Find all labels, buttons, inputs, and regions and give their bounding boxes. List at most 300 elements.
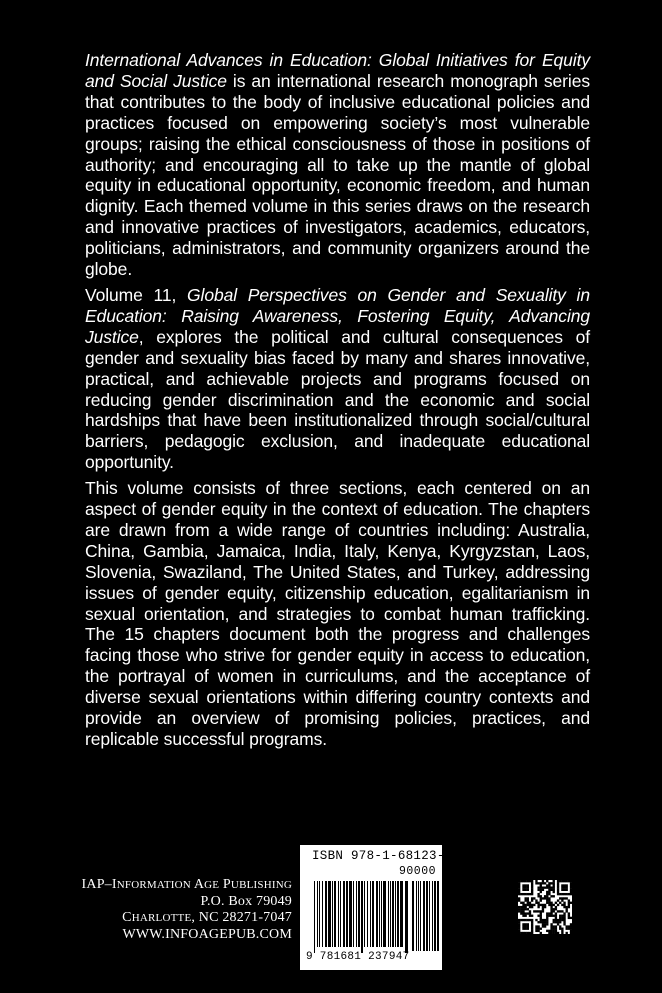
qr-cell — [555, 915, 557, 917]
qr-cell — [529, 915, 531, 917]
qr-cell — [553, 910, 555, 912]
qr-cell — [568, 906, 570, 908]
qr-cell — [570, 891, 572, 893]
qr-cell — [544, 921, 546, 923]
qr-cell — [531, 921, 533, 923]
qr-cell — [548, 899, 550, 901]
qr-cell — [537, 910, 539, 912]
qr-cell — [529, 902, 531, 904]
qr-cell — [561, 915, 563, 917]
qr-cell — [522, 912, 524, 914]
qr-cell — [555, 902, 557, 904]
addon-bar — [426, 881, 428, 951]
qr-cell — [524, 906, 526, 908]
qr-code — [518, 880, 572, 934]
qr-cell — [548, 930, 550, 932]
qr-cell — [540, 919, 542, 921]
qr-cell — [548, 915, 550, 917]
qr-cell — [561, 886, 563, 888]
qr-cell — [531, 899, 533, 901]
qr-cell — [563, 880, 565, 882]
qr-cell — [524, 919, 526, 921]
qr-cell — [555, 917, 557, 919]
qr-cell — [533, 904, 535, 906]
addon-bar — [412, 881, 414, 951]
qr-cell — [535, 880, 537, 882]
qr-cell — [561, 928, 563, 930]
qr-cell — [553, 886, 555, 888]
qr-cell — [557, 882, 559, 884]
qr-cell — [570, 882, 572, 884]
qr-cell — [557, 889, 559, 891]
qr-cell — [553, 880, 555, 882]
barcode-bar — [405, 881, 408, 953]
qr-cell — [542, 906, 544, 908]
barcode-bar — [317, 881, 318, 947]
qr-cell — [531, 880, 533, 882]
barcode-bar — [397, 881, 399, 947]
qr-cell — [550, 908, 552, 910]
qr-cell — [518, 928, 520, 930]
isbn-barcode — [300, 845, 484, 970]
barcode-bar — [392, 881, 394, 947]
qr-cell — [531, 889, 533, 891]
qr-cell — [527, 932, 529, 934]
qr-cell — [566, 884, 568, 886]
qr-cell — [546, 930, 548, 932]
barcode-bar — [334, 881, 336, 947]
qr-cell — [557, 899, 559, 901]
qr-cell — [531, 930, 533, 932]
addon-bar — [418, 881, 419, 951]
qr-cell — [537, 928, 539, 930]
qr-cell — [527, 893, 529, 895]
qr-cell — [563, 886, 565, 888]
qr-cell — [540, 891, 542, 893]
qr-cell — [527, 925, 529, 927]
addon-bar — [437, 881, 439, 951]
qr-cell — [568, 899, 570, 901]
qr-cell — [522, 889, 524, 891]
barcode-bar — [390, 881, 391, 947]
qr-cell — [568, 915, 570, 917]
qr-cell — [529, 880, 531, 882]
qr-cell — [561, 919, 563, 921]
qr-cell — [563, 921, 565, 923]
qr-cell — [542, 921, 544, 923]
qr-cell — [570, 893, 572, 895]
qr-cell — [570, 889, 572, 891]
barcode-bar — [400, 881, 403, 947]
back-cover-description — [85, 50, 590, 755]
qr-cell — [527, 923, 529, 925]
qr-cell — [531, 897, 533, 899]
qr-cell — [546, 893, 548, 895]
qr-cell — [518, 910, 520, 912]
qr-cell — [529, 893, 531, 895]
qr-cell — [548, 889, 550, 891]
volume-description-text: , explores the political and cultural consequences of gender and sexuality bias faced by many and shares innovative, practical, and achievable projects and programs focused on reducing gender discrimination and the economic and social hardships that have been institutionalized through social/cultural barriers, pedagogic exclusion, and inadequate educational opportunity. — [85, 326, 590, 473]
qr-cell — [522, 919, 524, 921]
qr-cell — [548, 897, 550, 899]
qr-cell — [570, 928, 572, 930]
barcode-bar — [328, 881, 331, 947]
qr-cell — [518, 899, 520, 901]
qr-cell — [570, 884, 572, 886]
qr-cell — [542, 925, 544, 927]
qr-cell — [568, 912, 570, 914]
qr-cell — [527, 912, 529, 914]
qr-cell — [537, 889, 539, 891]
qr-cell — [518, 932, 520, 934]
qr-cell — [537, 915, 539, 917]
barcode-bar — [340, 881, 341, 947]
qr-cell — [524, 908, 526, 910]
qr-cell — [540, 904, 542, 906]
qr-cell — [540, 910, 542, 912]
qr-cell — [546, 921, 548, 923]
addon-bar — [420, 881, 421, 951]
qr-cell — [563, 923, 565, 925]
qr-cell — [529, 919, 531, 921]
qr-cell — [544, 895, 546, 897]
qr-cell — [548, 884, 550, 886]
qr-cell — [522, 928, 524, 930]
qr-cell — [544, 897, 546, 899]
qr-cell — [531, 886, 533, 888]
qr-cell — [570, 925, 572, 927]
qr-cell — [559, 880, 561, 882]
qr-cell — [518, 930, 520, 932]
qr-cell — [548, 904, 550, 906]
qr-cell — [518, 893, 520, 895]
qr-cell — [550, 923, 552, 925]
qr-cell — [563, 917, 565, 919]
qr-cell — [518, 921, 520, 923]
qr-cell — [518, 906, 520, 908]
qr-cell — [522, 884, 524, 886]
qr-cell — [559, 902, 561, 904]
qr-cell — [559, 921, 561, 923]
qr-cell — [553, 928, 555, 930]
qr-cell — [544, 925, 546, 927]
qr-cell — [527, 897, 529, 899]
qr-cell — [553, 908, 555, 910]
qr-cell — [542, 882, 544, 884]
barcode-bar — [367, 881, 368, 947]
qr-cell — [540, 928, 542, 930]
qr-cell — [550, 904, 552, 906]
qr-cell — [546, 880, 548, 882]
barcode-bar — [349, 881, 352, 947]
qr-cell — [566, 910, 568, 912]
qr-cell — [524, 893, 526, 895]
barcode-bar — [388, 881, 389, 947]
barcode-bar — [361, 881, 363, 953]
qr-cell — [524, 889, 526, 891]
isbn-number: ISBN 978-1-68123-794-7 — [312, 849, 484, 863]
qr-cell — [531, 891, 533, 893]
qr-cell — [553, 882, 555, 884]
qr-cell — [520, 910, 522, 912]
qr-cell — [527, 902, 529, 904]
qr-cell — [563, 884, 565, 886]
qr-cell — [520, 893, 522, 895]
qr-cell — [553, 891, 555, 893]
barcode-bar — [319, 881, 320, 947]
qr-cell — [561, 880, 563, 882]
qr-cell — [559, 910, 561, 912]
qr-cell — [555, 912, 557, 914]
qr-cell — [566, 925, 568, 927]
qr-cell — [527, 884, 529, 886]
qr-cell — [540, 889, 542, 891]
qr-cell — [561, 889, 563, 891]
qr-cell — [537, 886, 539, 888]
qr-cell — [561, 910, 563, 912]
qr-cell — [522, 923, 524, 925]
qr-cell — [553, 889, 555, 891]
qr-cell — [559, 915, 561, 917]
qr-cell — [557, 880, 559, 882]
qr-cell — [570, 902, 572, 904]
qr-cell — [518, 897, 520, 899]
qr-cell — [531, 919, 533, 921]
qr-cell — [540, 921, 542, 923]
qr-cell — [568, 928, 570, 930]
qr-cell — [542, 919, 544, 921]
qr-cell — [537, 930, 539, 932]
qr-cell — [550, 889, 552, 891]
qr-cell — [548, 902, 550, 904]
qr-cell — [537, 895, 539, 897]
qr-cell — [546, 895, 548, 897]
qr-cell — [568, 925, 570, 927]
qr-cell — [527, 919, 529, 921]
qr-cell — [553, 884, 555, 886]
barcode-bar — [356, 881, 357, 947]
qr-cell — [531, 932, 533, 934]
addon-bar — [432, 881, 433, 951]
qr-cell — [566, 928, 568, 930]
volume-title: Global Perspectives on Gender and Sexuality in Education: Raising Awareness, Fostering Equity, Advancing Justice — [85, 284, 590, 347]
qr-cell — [542, 880, 544, 882]
qr-cell — [563, 906, 565, 908]
volume-lead: Volume 11, — [85, 284, 188, 305]
qr-cell — [546, 919, 548, 921]
qr-cell — [542, 910, 544, 912]
qr-cell — [522, 906, 524, 908]
qr-cell — [550, 902, 552, 904]
qr-cell — [561, 897, 563, 899]
qr-cell — [557, 904, 559, 906]
qr-cell — [522, 908, 524, 910]
qr-cell — [550, 882, 552, 884]
qr-cell — [529, 910, 531, 912]
price-code: 90000 — [398, 865, 436, 878]
qr-cell — [555, 908, 557, 910]
qr-cell — [527, 904, 529, 906]
qr-cell — [566, 889, 568, 891]
qr-cell — [566, 906, 568, 908]
qr-cell — [546, 917, 548, 919]
qr-cell — [524, 923, 526, 925]
qr-cell — [557, 893, 559, 895]
qr-cell — [524, 899, 526, 901]
qr-cell — [535, 928, 537, 930]
qr-cell — [537, 925, 539, 927]
qr-cell — [555, 919, 557, 921]
barcode-bar — [332, 881, 333, 947]
qr-cell — [524, 915, 526, 917]
qr-cell — [533, 910, 535, 912]
qr-cell — [568, 904, 570, 906]
qr-cell — [561, 917, 563, 919]
qr-cell — [522, 893, 524, 895]
qr-cell — [544, 904, 546, 906]
qr-cell — [568, 880, 570, 882]
qr-cell — [540, 917, 542, 919]
qr-cell — [555, 928, 557, 930]
qr-cell — [537, 904, 539, 906]
qr-cell — [570, 930, 572, 932]
qr-cell — [546, 891, 548, 893]
series-description-text: is an international research monograph series that contributes to the body of inclusive educational policies and practices focused on empowering society’s most vulnerable groups; raising the ethical consciousness of those in positions of authority; and encouraging all to take up the mantle of global equity in educational opportunity, economic freedom, and human dignity. Each themed volume in this series draws on the research and innovative practices of investigators, academics, educators, politicians, administrators, and community organizers around the globe. — [85, 70, 590, 280]
qr-cell — [544, 919, 546, 921]
barcode-bar — [353, 881, 354, 947]
qr-cell — [550, 886, 552, 888]
barcode-bar — [376, 881, 378, 947]
qr-cell — [520, 912, 522, 914]
qr-cell — [557, 921, 559, 923]
qr-cell — [542, 904, 544, 906]
qr-cell — [570, 880, 572, 882]
ean-digits: 9 781681 237947 — [306, 951, 410, 963]
qr-cell — [563, 904, 565, 906]
addon-bar — [429, 881, 430, 951]
qr-cell — [568, 917, 570, 919]
qr-cell — [548, 893, 550, 895]
qr-cell — [546, 886, 548, 888]
qr-cell — [557, 919, 559, 921]
qr-cell — [550, 912, 552, 914]
qr-cell — [522, 910, 524, 912]
qr-cell — [555, 930, 557, 932]
qr-cell — [561, 932, 563, 934]
qr-cell — [557, 884, 559, 886]
qr-cell — [559, 917, 561, 919]
qr-cell — [540, 899, 542, 901]
qr-cell — [557, 932, 559, 934]
qr-cell — [531, 925, 533, 927]
qr-cell — [555, 921, 557, 923]
barcode-bar — [314, 881, 315, 953]
qr-cell — [544, 886, 546, 888]
qr-cell — [559, 897, 561, 899]
qr-cell — [550, 906, 552, 908]
qr-cell — [520, 906, 522, 908]
qr-cell — [542, 886, 544, 888]
qr-cell — [540, 932, 542, 934]
qr-cell — [535, 919, 537, 921]
qr-cell — [542, 923, 544, 925]
qr-cell — [524, 912, 526, 914]
qr-cell — [518, 886, 520, 888]
qr-cell — [548, 891, 550, 893]
qr-cell — [537, 882, 539, 884]
qr-cell — [557, 923, 559, 925]
publisher-city: CHARLOTTE, NC 28271-7047 — [122, 910, 292, 925]
qr-cell — [559, 925, 561, 927]
qr-cell — [566, 886, 568, 888]
qr-cell — [566, 880, 568, 882]
qr-cell — [527, 886, 529, 888]
qr-cell — [529, 932, 531, 934]
qr-cell — [520, 908, 522, 910]
qr-cell — [550, 932, 552, 934]
qr-cell — [540, 884, 542, 886]
barcode-bar — [379, 881, 380, 947]
qr-cell — [520, 919, 522, 921]
qr-cell — [527, 899, 529, 901]
barcode-bar — [358, 881, 360, 947]
qr-cell — [537, 902, 539, 904]
qr-cell — [518, 908, 520, 910]
qr-cell — [548, 912, 550, 914]
qr-cell — [546, 902, 548, 904]
qr-cell — [518, 880, 520, 882]
qr-cell — [540, 897, 542, 899]
qr-cell — [529, 906, 531, 908]
barcode-bar — [343, 881, 345, 947]
qr-cell — [557, 910, 559, 912]
qr-cell — [563, 893, 565, 895]
qr-cell — [566, 893, 568, 895]
qr-cell — [553, 915, 555, 917]
qr-cell — [520, 902, 522, 904]
qr-cell — [518, 882, 520, 884]
qr-cell — [542, 908, 544, 910]
qr-cell — [531, 928, 533, 930]
qr-cell — [566, 932, 568, 934]
barcode-bar — [372, 881, 374, 947]
qr-cell — [535, 925, 537, 927]
addon-bar — [423, 881, 425, 951]
qr-cell — [535, 902, 537, 904]
qr-cell — [540, 895, 542, 897]
barcode-bar — [325, 881, 327, 947]
qr-cell — [524, 928, 526, 930]
addon-bar — [416, 881, 417, 951]
qr-cell — [563, 912, 565, 914]
qr-cell — [546, 912, 548, 914]
qr-cell — [531, 882, 533, 884]
qr-cell — [537, 893, 539, 895]
publisher-website: WWW.INFOAGEPUB.COM — [122, 926, 292, 942]
qr-cell — [553, 904, 555, 906]
qr-cell — [544, 882, 546, 884]
publisher-address — [60, 877, 292, 943]
qr-cell — [570, 923, 572, 925]
qr-cell — [548, 932, 550, 934]
qr-cell — [535, 910, 537, 912]
qr-cell — [520, 880, 522, 882]
qr-cell — [553, 930, 555, 932]
qr-cell — [522, 925, 524, 927]
qr-cell — [570, 886, 572, 888]
qr-cell — [553, 919, 555, 921]
qr-cell — [555, 906, 557, 908]
